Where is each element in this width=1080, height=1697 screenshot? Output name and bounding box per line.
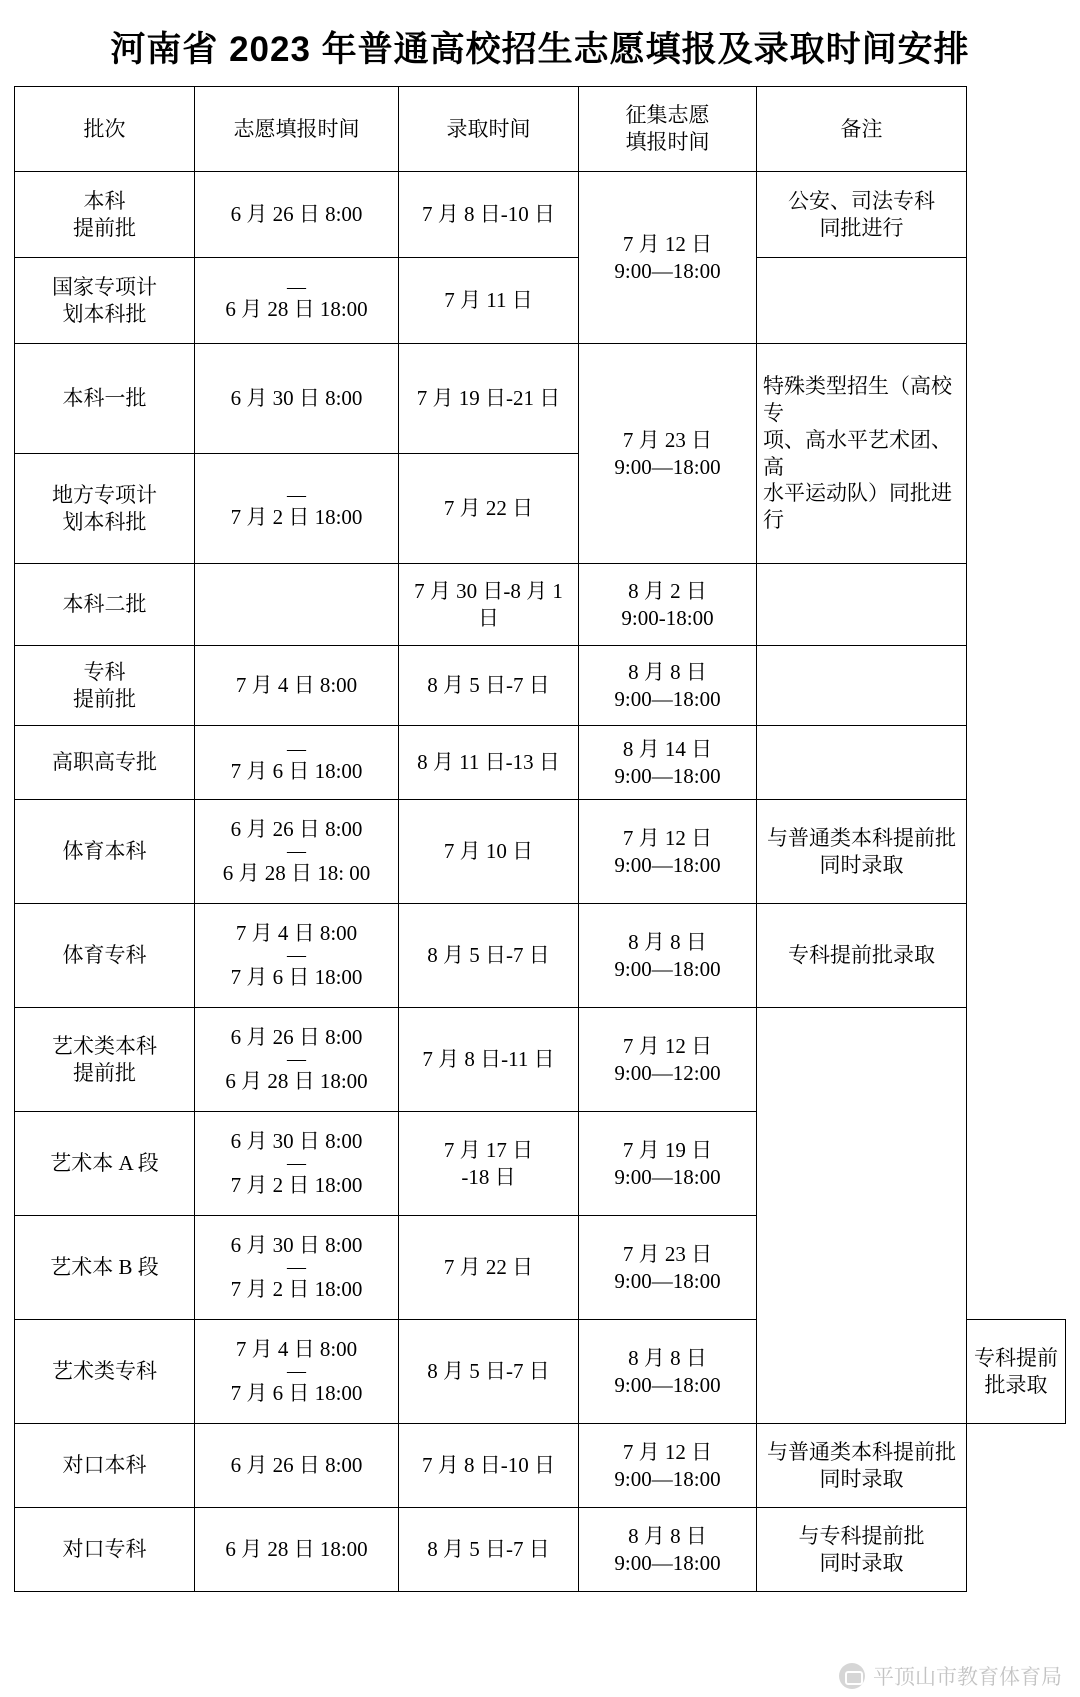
collect-line1: 7 月 23 日 (622, 427, 713, 452)
column-header-batch: 批次 (15, 87, 195, 172)
collect-line1: 7 月 23 日 (622, 1241, 713, 1266)
apply-line1: 7 月 4 日 8:00 (235, 921, 358, 946)
collect-line1: 7 月 12 日 (622, 231, 713, 256)
collect-line2: 9:00—18:00 (614, 454, 721, 479)
cell-remark-artzk: 专科提前批录取 (967, 1320, 1066, 1424)
cell-remark (757, 344, 967, 564)
apply-dash: — (287, 944, 306, 966)
column-header-apply-time: 志愿填报时间 (195, 87, 399, 172)
collect-line1: 8 月 14 日 (622, 736, 713, 761)
cell-apply-time (195, 172, 399, 258)
page-title: 河南省 2023 年普通高校招生志愿填报及录取时间安排 (110, 30, 970, 69)
cell-apply-time (195, 564, 399, 646)
cell-remark (757, 1424, 967, 1508)
cell-batch: 本科一批 (15, 344, 195, 454)
apply-line3: 6 月 28 日 18:00 (225, 1069, 368, 1094)
collect-line1: 8 月 8 日 (628, 929, 707, 954)
schedule-table (14, 86, 1066, 1592)
admit-line1: 7 月 17 日 (443, 1137, 534, 1162)
cell-remark (757, 1508, 967, 1592)
collect-line2: 9:00—18:00 (614, 852, 721, 877)
table-row (15, 564, 1066, 646)
remark-line1: 与专科提前批 (798, 1523, 925, 1548)
batch-line2: 提前批 (73, 686, 136, 711)
table-header-row (15, 87, 1066, 172)
cell-apply-time (195, 454, 399, 564)
batch-line2: 提前批 (73, 1060, 136, 1085)
cell-admit-time: 7 月 19 日-21 日 (399, 344, 579, 454)
batch-line2: 提前批 (73, 215, 136, 240)
cell-remark (757, 800, 967, 904)
batch-line2: 划本科批 (62, 301, 147, 326)
cell-batch: 本科二批 (15, 564, 195, 646)
cell-batch: 艺术本 A 段 (15, 1112, 195, 1216)
remark-line1: 特殊类型招生（高校专 (763, 373, 952, 425)
cell-apply-time (195, 1216, 399, 1320)
collect-line2: 9:00—18:00 (614, 956, 721, 981)
cell-admit-time: 8 月 5 日-7 日 (399, 904, 579, 1008)
cell-admit-time: 7 月 8 日-10 日 (399, 1424, 579, 1508)
cell-admit-time: 7 月 22 日 (399, 454, 579, 564)
collect-line2: 9:00-18:00 (621, 605, 714, 630)
cell-collect-time (579, 344, 757, 564)
cell-remark (757, 172, 967, 258)
apply-line1: 7 月 4 日 8:00 (235, 673, 358, 698)
wechat-badge-icon (839, 1663, 865, 1689)
cell-batch: 高职高专批 (15, 726, 195, 800)
apply-dash: — (287, 738, 306, 760)
cell-batch: 艺术类专科 (15, 1320, 195, 1424)
cell-admit-time: 8 月 5 日-7 日 (399, 1508, 579, 1592)
collect-line2: 9:00—18:00 (614, 1550, 721, 1575)
cell-admit-time: 7 月 11 日 (399, 258, 579, 344)
cell-apply-time (195, 1112, 399, 1216)
cell-collect-time (579, 646, 757, 726)
cell-remark (757, 646, 967, 726)
cell-admit-time: 8 月 5 日-7 日 (399, 646, 579, 726)
apply-line1: 6 月 30 日 8:00 (230, 1233, 363, 1258)
cell-batch (15, 454, 195, 564)
cell-batch (15, 646, 195, 726)
apply-dash: — (287, 840, 306, 862)
cell-apply-time (195, 344, 399, 454)
collect-line1: 8 月 8 日 (628, 659, 707, 684)
cell-apply-time (195, 1320, 399, 1424)
table-row (15, 1424, 1066, 1508)
apply-dash: — (287, 1048, 306, 1070)
apply-dash: — (287, 1152, 306, 1174)
cell-apply-time (195, 1508, 399, 1592)
collect-line2: 9:00—18:00 (614, 1164, 721, 1189)
collect-line1: 8 月 8 日 (628, 1345, 707, 1370)
cell-remark (757, 1008, 967, 1424)
batch-line2: 划本科批 (62, 509, 147, 534)
collect-line2: 9:00—18:00 (614, 763, 721, 788)
cell-apply-time (195, 726, 399, 800)
table-row (15, 172, 1066, 258)
apply-line3: 7 月 2 日 18:00 (230, 504, 363, 529)
apply-line3: 7 月 2 日 18:00 (230, 1173, 363, 1198)
batch-line1: 本科 (83, 188, 126, 213)
batch-line1: 国家专项计 (52, 274, 157, 299)
table-row (15, 904, 1066, 1008)
collect-line1: 7 月 19 日 (622, 1137, 713, 1162)
cell-apply-time (195, 800, 399, 904)
cell-batch: 对口专科 (15, 1508, 195, 1592)
remark-line1: 与普通类本科提前批 (767, 825, 956, 850)
cell-remark (757, 258, 967, 344)
collect-line2: 9:00—18:00 (614, 686, 721, 711)
cell-remark (757, 726, 967, 800)
apply-line1: 6 月 26 日 8:00 (230, 202, 363, 227)
apply-dash: — (287, 484, 306, 506)
cell-apply-time (195, 1008, 399, 1112)
cell-collect-time (579, 1216, 757, 1320)
column-header-collect-time (579, 87, 757, 172)
collect-line2: 9:00—18:00 (614, 1372, 721, 1397)
remark-line2: 同时录取 (819, 1550, 904, 1575)
cell-batch: 对口本科 (15, 1424, 195, 1508)
table-row (15, 344, 1066, 454)
apply-line3: 7 月 6 日 18:00 (230, 965, 363, 990)
cell-batch: 体育专科 (15, 904, 195, 1008)
remark-line3: 水平运动队）同批进行 (763, 481, 952, 533)
batch-line1: 艺术类本科 (52, 1033, 157, 1058)
table-row (15, 800, 1066, 904)
table-row (15, 1008, 1066, 1112)
apply-line1: 6 月 26 日 8:00 (230, 817, 363, 842)
remark-line1: 与普通类本科提前批 (767, 1439, 956, 1464)
apply-line1: 6 月 30 日 8:00 (230, 1129, 363, 1154)
collect-line2: 9:00—18:00 (614, 1466, 721, 1491)
apply-dash: — (287, 1360, 306, 1382)
apply-line3: 6 月 28 日 18:00 (225, 1537, 368, 1562)
collect-line1: 7 月 12 日 (622, 1439, 713, 1464)
column-header-collect-line1: 征集志愿 (625, 103, 710, 128)
collect-line1: 7 月 12 日 (622, 825, 713, 850)
table-row (15, 726, 1066, 800)
cell-apply-time (195, 1424, 399, 1508)
cell-remark (757, 564, 967, 646)
cell-collect-time (579, 1008, 757, 1112)
cell-batch (15, 1008, 195, 1112)
remark-line2: 同时录取 (819, 1466, 904, 1491)
batch-line1: 地方专项计 (52, 482, 157, 507)
cell-collect-time (579, 1424, 757, 1508)
apply-line3: 6 月 28 日 18: 00 (222, 861, 371, 886)
apply-line3: 6 月 28 日 18:00 (225, 296, 368, 321)
cell-batch: 艺术本 B 段 (15, 1216, 195, 1320)
apply-line1: 6 月 26 日 8:00 (230, 1025, 363, 1050)
apply-line1: 6 月 30 日 8:00 (230, 386, 363, 411)
column-header-collect-line2: 填报时间 (625, 130, 710, 154)
cell-collect-time (579, 1320, 757, 1424)
table-row (15, 646, 1066, 726)
batch-line1: 专科 (83, 659, 126, 684)
cell-collect-time (579, 726, 757, 800)
watermark (839, 1661, 1062, 1691)
cell-apply-time (195, 258, 399, 344)
cell-collect-time (579, 1508, 757, 1592)
cell-collect-time (579, 564, 757, 646)
table-row (15, 258, 1066, 344)
cell-batch: 体育本科 (15, 800, 195, 904)
apply-line1: 6 月 26 日 8:00 (230, 1453, 363, 1478)
cell-collect-time (579, 1112, 757, 1216)
remark-line2: 项、高水平艺术团、高 (763, 427, 952, 479)
cell-batch (15, 258, 195, 344)
cell-collect-time (579, 904, 757, 1008)
watermark-text: 平顶山市教育体育局 (873, 1666, 1062, 1689)
cell-admit-time: 7 月 8 日-10 日 (399, 172, 579, 258)
remark-line1: 公安、司法专科 (788, 188, 935, 213)
apply-line3: 7 月 6 日 18:00 (230, 1381, 363, 1406)
cell-admit-time: 7 月 8 日-11 日 (399, 1008, 579, 1112)
cell-admit-time: 7 月 10 日 (399, 800, 579, 904)
cell-batch (15, 172, 195, 258)
apply-line3: 7 月 6 日 18:00 (230, 758, 363, 783)
apply-line3: 7 月 2 日 18:00 (230, 1277, 363, 1302)
collect-line2: 9:00—18:00 (614, 258, 721, 283)
apply-line1: 7 月 4 日 8:00 (235, 1337, 358, 1362)
cell-admit-time: 7 月 22 日 (399, 1216, 579, 1320)
collect-line1: 8 月 2 日 (628, 578, 707, 603)
admit-line2: -18 日 (461, 1164, 516, 1189)
column-header-remark: 备注 (757, 87, 967, 172)
cell-admit-time: 8 月 11 日-13 日 (399, 726, 579, 800)
remark-line2: 同批进行 (819, 215, 904, 240)
cell-collect-time (579, 172, 757, 344)
cell-admit-time (399, 1112, 579, 1216)
cell-admit-time: 8 月 5 日-7 日 (399, 1320, 579, 1424)
column-header-admit-time: 录取时间 (399, 87, 579, 172)
collect-line2: 9:00—18:00 (614, 1268, 721, 1293)
cell-admit-time: 7 月 30 日-8 月 1 日 (399, 564, 579, 646)
cell-collect-time (579, 800, 757, 904)
collect-line1: 8 月 8 日 (628, 1523, 707, 1548)
apply-dash: — (287, 1256, 306, 1278)
collect-line2: 9:00—12:00 (614, 1060, 721, 1085)
cell-apply-time (195, 904, 399, 1008)
table-row (15, 1508, 1066, 1592)
collect-line1: 7 月 12 日 (622, 1033, 713, 1058)
remark-line2: 同时录取 (819, 852, 904, 877)
cell-apply-time (195, 646, 399, 726)
apply-dash: — (287, 276, 306, 298)
cell-remark: 专科提前批录取 (757, 904, 967, 1008)
